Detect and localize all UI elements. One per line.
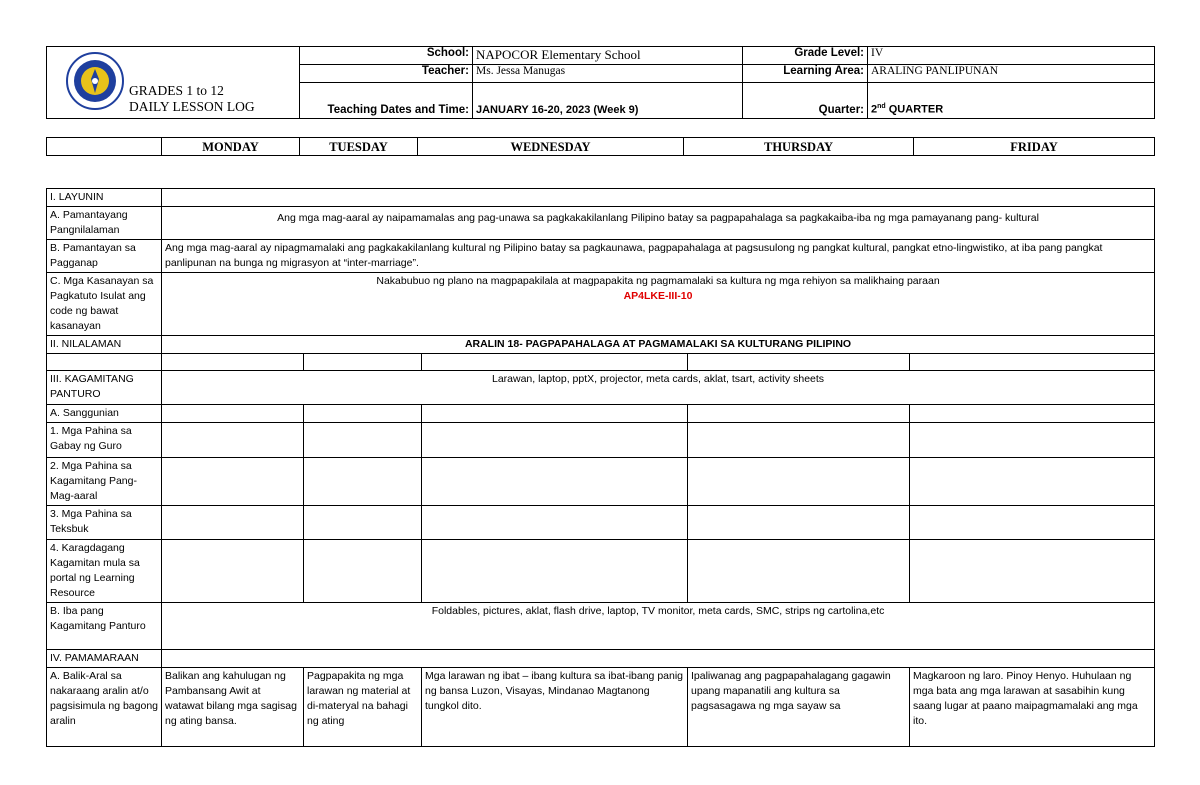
balik-thu: Ipaliwanag ang pagpapahalagang gagawin upang mapanatili ang kultura sa pagsasagawa ng mga sayaw sa xyxy=(688,668,910,747)
gabay-tue xyxy=(304,423,422,458)
teksbuk-tue xyxy=(304,506,422,540)
sanggunian-wed xyxy=(422,405,688,423)
pamamaraan-label: IV. PAMAMARAAN xyxy=(47,650,162,668)
quarter-label: Quarter: xyxy=(743,83,868,119)
kagamitang-pang-tue xyxy=(304,458,422,506)
pamamaraan-blank xyxy=(162,650,1155,668)
day-thursday: THURSDAY xyxy=(684,138,914,156)
gabay-wed xyxy=(422,423,688,458)
title-line1: GRADES 1 to 12 xyxy=(129,83,224,98)
teacher-label: Teacher: xyxy=(300,65,473,83)
kasanayan-label: C. Mga Kasanayan sa Pagkatuto Isulat ang code ng bawat kasanayan xyxy=(47,273,162,336)
teksbuk-fri xyxy=(910,506,1155,540)
gabay-mon xyxy=(162,423,304,458)
grade-label: Grade Level: xyxy=(743,47,868,65)
balik-wed: Mga larawan ng ibat – ibang kultura sa ibat-ibang panig ng bansa Luzon, Visayas, Mindanao Magtanong tungkol dito. xyxy=(422,668,688,747)
layunin-blank xyxy=(162,189,1155,207)
sanggunian-thu xyxy=(688,405,910,423)
title-line2: DAILY LESSON LOG xyxy=(129,99,255,114)
karagdagang-tue xyxy=(304,540,422,603)
day-wednesday: WEDNESDAY xyxy=(418,138,684,156)
iba-label: B. Iba pang Kagamitang Panturo xyxy=(47,603,162,650)
gabay-thu xyxy=(688,423,910,458)
kagamitang-pang-mon xyxy=(162,458,304,506)
gabay-fri xyxy=(910,423,1155,458)
deped-seal-icon xyxy=(65,51,125,111)
pamantayang-label: A. Pamantayang Pangnilalaman xyxy=(47,207,162,240)
karagdagang-mon xyxy=(162,540,304,603)
day-monday: MONDAY xyxy=(162,138,300,156)
kagamitang-pang-wed xyxy=(422,458,688,506)
dates-value: JANUARY 16-20, 2023 (Week 9) xyxy=(473,83,743,119)
kasanayan-text: Nakabubuo ng plano na magpapakilala at magpapakita ng pagmamalaki sa kultura ng mga rehiyon sa malikhaing paraan xyxy=(376,275,940,287)
karagdagang-thu xyxy=(688,540,910,603)
balik-tue: Pagpapakita ng mga larawan ng material at di-materyal na bahagi ng ating xyxy=(304,668,422,747)
pamantayang-text: Ang mga mag-aaral ay naipamamalas ang pag-unawa sa pagkakakilanlang Pilipino batay sa pagpapahalaga sa pagkakaiba-iba ng mga pamayanang pang- kultural xyxy=(162,207,1155,240)
balik-fri: Magkaroon ng laro. Pinoy Henyo. Huhulaan ng mga bata ang mga larawan at sasabihin kung saang lugar at paano maipagmamalaki ang mga ito. xyxy=(910,668,1155,747)
nilalaman-sub-blank xyxy=(47,354,162,371)
nilalaman-label: II. NILALAMAN xyxy=(47,336,162,354)
nilalaman-fri xyxy=(910,354,1155,371)
header-title-cell xyxy=(47,47,300,119)
nilalaman-text: ARALIN 18- PAGPAPAHALAGA AT PAGMAMALAKI SA KULTURANG PILIPINO xyxy=(162,336,1155,354)
teacher-value: Ms. Jessa Manugas xyxy=(473,65,743,83)
iba-text: Foldables, pictures, aklat, flash drive, laptop, TV monitor, meta cards, SMC, strips ng cartolina,etc xyxy=(162,603,1155,650)
sanggunian-fri xyxy=(910,405,1155,423)
gabay-label: 1. Mga Pahina sa Gabay ng Guro xyxy=(47,423,162,458)
sanggunian-mon xyxy=(162,405,304,423)
kagamitang-pang-label: 2. Mga Pahina sa Kagamitang Pang-Mag-aaral xyxy=(47,458,162,506)
school-value: NAPOCOR Elementary School xyxy=(473,47,743,65)
teksbuk-label: 3. Mga Pahina sa Teksbuk xyxy=(47,506,162,540)
karagdagang-wed xyxy=(422,540,688,603)
karagdagang-fri xyxy=(910,540,1155,603)
sanggunian-label: A. Sanggunian xyxy=(47,405,162,423)
day-tuesday: TUESDAY xyxy=(300,138,418,156)
pagganap-text: Ang mga mag-aaral ay nipagmamalaki ang pagkakakilanlang kultural ng Pilipino batay sa pagkaunawa, pagpapahalaga at pagsusulong ng pangkat kultural, pangkat etno-lingwistiko, at iba pang pangkat panlipunan na bunga ng migrasyon at “inter-marriage”. xyxy=(162,240,1155,273)
balik-mon: Balikan ang kahulugan ng Pambansang Awit at watawat bilang mga sagisag ng ating bansa. xyxy=(162,668,304,747)
nilalaman-thu xyxy=(688,354,910,371)
kasanayan-code: AP4LKE-III-10 xyxy=(623,290,693,302)
kagamitan-label: III. KAGAMITANG PANTURO xyxy=(47,371,162,405)
teksbuk-wed xyxy=(422,506,688,540)
kagamitan-text: Larawan, laptop, pptX, projector, meta cards, aklat, tsart, activity sheets xyxy=(162,371,1155,405)
kasanayan-cell xyxy=(162,273,1155,336)
teksbuk-mon xyxy=(162,506,304,540)
area-label: Learning Area: xyxy=(743,65,868,83)
karagdagang-label: 4. Karagdagang Kagamitan mula sa portal ng Learning Resource xyxy=(47,540,162,603)
nilalaman-tue xyxy=(304,354,422,371)
days-header xyxy=(46,137,1155,156)
nilalaman-wed xyxy=(422,354,688,371)
days-blank-cell xyxy=(47,138,162,156)
pagganap-label: B. Pamantayan sa Pagganap xyxy=(47,240,162,273)
quarter-value: 2nd QUARTER xyxy=(868,83,1155,119)
kagamitang-pang-fri xyxy=(910,458,1155,506)
area-value: ARALING PANLIPUNAN xyxy=(868,65,1155,83)
dates-label: Teaching Dates and Time: xyxy=(300,83,473,119)
header-table xyxy=(46,46,1155,119)
balik-label: A. Balik-Aral sa nakaraang aralin at/o pagsisimula ng bagong aralin xyxy=(47,668,162,747)
teksbuk-thu xyxy=(688,506,910,540)
school-label: School: xyxy=(300,47,473,65)
nilalaman-mon xyxy=(162,354,304,371)
grade-value: IV xyxy=(868,47,1155,65)
day-friday: FRIDAY xyxy=(914,138,1155,156)
sanggunian-tue xyxy=(304,405,422,423)
kagamitang-pang-thu xyxy=(688,458,910,506)
lesson-table xyxy=(46,188,1155,747)
layunin-label: I. LAYUNIN xyxy=(47,189,162,207)
